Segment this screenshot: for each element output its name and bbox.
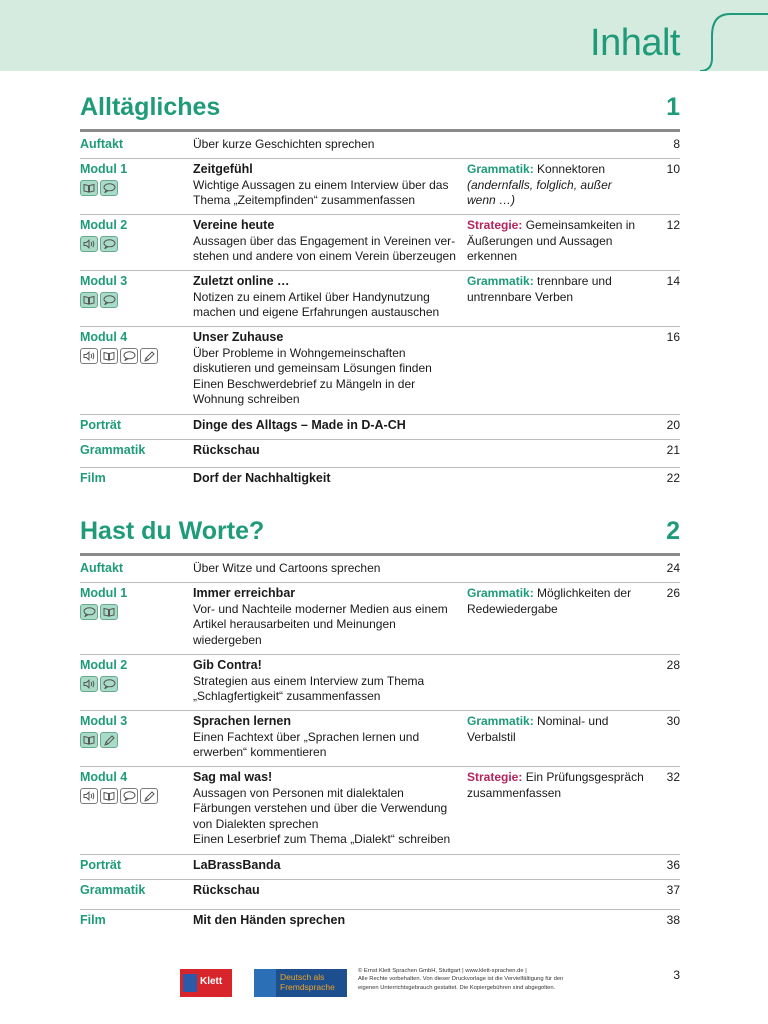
- topic-block: [193, 162, 463, 209]
- skill-icons: [80, 180, 118, 196]
- row-separator: [80, 414, 680, 415]
- page-title: Inhalt: [590, 22, 680, 64]
- chapter-rule: [80, 553, 680, 556]
- page-ref: 24: [666, 561, 680, 575]
- skill-icons: [80, 348, 158, 364]
- section-label: Modul 2: [80, 658, 128, 672]
- chapter-title: Hast du Worte?: [80, 517, 265, 545]
- book-icon: [80, 732, 98, 748]
- skill-icons: [80, 236, 118, 252]
- skill-icons: [80, 676, 118, 692]
- speaker-icon: [80, 348, 98, 364]
- speech-bubble-icon: [100, 676, 118, 692]
- page-ref: 14: [666, 274, 680, 288]
- topic-title: Vereine heute: [193, 218, 275, 232]
- topic-description: Aussagen von Personen mit dialektalen Färbungen verstehen und über die Verwendung von Dialekten sprechen Einen Leserbrief zum Thema „Dialekt“ schreiben: [193, 785, 451, 846]
- row-separator: [80, 158, 680, 159]
- topic-title: Immer erreichbar: [193, 586, 296, 600]
- topic-description: Einen Fachtext über „Sprachen lernen und erwerben“ kommentieren: [193, 729, 420, 759]
- book-icon: [100, 604, 118, 620]
- topic-description: Wichtige Aussagen zu einem Interview über das Thema „Zeitempfinden“ zusammenfassen: [193, 177, 449, 207]
- section-label: Film: [80, 471, 106, 485]
- row-separator: [80, 214, 680, 215]
- skill-icons: [80, 732, 118, 748]
- row-separator: [80, 467, 680, 468]
- focus-note-text: Nominal- und Verbalstil: [467, 714, 609, 744]
- page-ref: 12: [666, 218, 680, 232]
- page-ref: 16: [666, 330, 680, 344]
- pencil-icon: [140, 348, 158, 364]
- page-ref: 10: [666, 162, 680, 176]
- pencil-icon: [100, 732, 118, 748]
- klett-logo-mark: [183, 974, 197, 992]
- topic-block: [193, 586, 463, 648]
- focus-note-text: Gemeinsamkeiten in Äußerungen und Aussagen erkennen: [467, 218, 636, 263]
- page-ref: 28: [666, 658, 680, 672]
- topic-block: [193, 883, 463, 899]
- skill-icons: [80, 788, 158, 804]
- topic-title: Dinge des Alltags – Made in D-A-CH: [193, 418, 406, 432]
- book-icon: [80, 292, 98, 308]
- topic-description: Über Witze und Cartoons sprechen: [193, 561, 381, 575]
- row-separator: [80, 654, 680, 655]
- topic-description: Notizen zu einem Artikel über Handynutzung machen und eigene Erfahrungen austauschen: [193, 289, 440, 319]
- topic-title: Zuletzt online …: [193, 274, 290, 288]
- chapter-number: 2: [666, 517, 680, 545]
- page-ref: 38: [666, 913, 680, 927]
- klett-logo-text: Klett: [200, 976, 223, 987]
- row-separator: [80, 854, 680, 855]
- topic-block: [193, 137, 463, 153]
- topic-block: [193, 218, 463, 265]
- section-label: Modul 4: [80, 330, 128, 344]
- section-label: Modul 3: [80, 714, 128, 728]
- topic-block: [193, 770, 463, 848]
- page-ref: 36: [666, 858, 680, 872]
- focus-note-text: Möglichkeiten der Redewiedergabe: [467, 586, 632, 616]
- topic-title: Zeitgefühl: [193, 162, 253, 176]
- speech-bubble-icon: [120, 788, 138, 804]
- section-label: Auftakt: [80, 561, 124, 575]
- footer: [0, 962, 768, 1012]
- topic-block: [193, 274, 463, 321]
- page-ref: 32: [666, 770, 680, 784]
- row-separator: [80, 766, 680, 767]
- focus-note-key: Grammatik:: [467, 586, 534, 600]
- section-label: Auftakt: [80, 137, 124, 151]
- topic-description: Aussagen über das Engagement in Vereinen ver- stehen und andere von einem Verein überzeugen: [193, 233, 456, 263]
- focus-note-text: trennbare und untrennbare Verben: [467, 274, 612, 304]
- topic-description: Vor- und Nachteile moderner Medien aus einem Artikel herausarbeiten und Meinungen wiedergeben: [193, 601, 448, 647]
- speech-bubble-icon: [80, 604, 98, 620]
- focus-note-text: Konnektoren: [537, 162, 606, 176]
- topic-title: LaBrassBanda: [193, 858, 281, 872]
- skill-icons: [80, 292, 118, 308]
- page-ref: 30: [666, 714, 680, 728]
- speaker-icon: [80, 788, 98, 804]
- topic-block: [193, 471, 463, 487]
- topic-description: Über kurze Geschichten sprechen: [193, 137, 375, 151]
- row-separator: [80, 879, 680, 880]
- topic-block: [193, 658, 463, 705]
- topic-block: [193, 443, 463, 459]
- page-ref: 21: [666, 443, 680, 457]
- daf-logo-strip: [254, 969, 276, 997]
- section-label: Grammatik: [80, 883, 146, 897]
- book-icon: [100, 788, 118, 804]
- row-separator: [80, 439, 680, 440]
- speech-bubble-icon: [100, 236, 118, 252]
- topic-block: [193, 858, 463, 874]
- page-ref: 8: [673, 137, 680, 151]
- topic-block: [193, 330, 463, 408]
- page-number: 3: [673, 968, 680, 982]
- pencil-icon: [140, 788, 158, 804]
- section-label: Modul 2: [80, 218, 128, 232]
- copyright-notice: © Ernst Klett Sprachen GmbH, Stuttgart | www.klett-sprachen.de | Alle Rechte vorbehalten. Von dieser Druckvorlage ist die Vervielfältigung für den eigenen Unterrichtsgebrauch gestattet. Die Kopiergebühren sind abgegolten.: [358, 968, 564, 991]
- skill-icons: [80, 604, 118, 620]
- focus-note-key: Strategie:: [467, 770, 523, 784]
- focus-note-key: Grammatik:: [467, 714, 534, 728]
- focus-note-examples: (andernfalls, folglich, außer wenn …): [467, 177, 612, 207]
- daf-logo-text: Deutsch als Fremdsprache: [280, 972, 335, 992]
- focus-note-text: Ein Prüfungsgespräch zusammenfassen: [467, 770, 644, 800]
- page-ref: 37: [666, 883, 680, 897]
- topic-title: Gib Contra!: [193, 658, 262, 672]
- section-label: Porträt: [80, 858, 121, 872]
- focus-note: [467, 714, 647, 745]
- speech-bubble-icon: [120, 348, 138, 364]
- section-label: Modul 4: [80, 770, 128, 784]
- klett-logo: [180, 969, 232, 997]
- topic-title: Unser Zuhause: [193, 330, 284, 344]
- book-icon: [100, 348, 118, 364]
- page-ref: 26: [666, 586, 680, 600]
- daf-logo: [254, 969, 347, 997]
- topic-title: Rückschau: [193, 443, 260, 457]
- topic-title: Dorf der Nachhaltigkeit: [193, 471, 331, 485]
- focus-note: [467, 586, 647, 617]
- row-separator: [80, 326, 680, 327]
- section-label: Porträt: [80, 418, 121, 432]
- chapter-rule: [80, 129, 680, 132]
- topic-description: Über Probleme in Wohngemeinschaften diskutieren und gemeinsam Lösungen finden Einen Beschwerdebrief zu Mängeln in der Wohnung schreiben: [193, 345, 432, 406]
- chapter-number: 1: [666, 93, 680, 121]
- topic-block: [193, 418, 463, 434]
- page-ref: 20: [666, 418, 680, 432]
- focus-note: [467, 218, 647, 265]
- topic-title: Sag mal was!: [193, 770, 273, 784]
- focus-note: [467, 770, 647, 801]
- topic-block: [193, 561, 463, 577]
- book-icon: [80, 180, 98, 196]
- focus-note-key: Grammatik:: [467, 274, 534, 288]
- topic-block: [193, 714, 463, 761]
- focus-note: [467, 162, 647, 209]
- section-label: Grammatik: [80, 443, 146, 457]
- focus-note-key: Grammatik:: [467, 162, 534, 176]
- topic-title: Sprachen lernen: [193, 714, 291, 728]
- speaker-icon: [80, 236, 98, 252]
- section-label: Modul 1: [80, 162, 128, 176]
- row-separator: [80, 270, 680, 271]
- page-ref: 22: [666, 471, 680, 485]
- section-label: Film: [80, 913, 106, 927]
- section-label: Modul 1: [80, 586, 128, 600]
- row-separator: [80, 710, 680, 711]
- header-curve-decoration: [690, 0, 768, 71]
- topic-description: Strategien aus einem Interview zum Thema „Schlagfertigkeit“ zusammenfassen: [193, 673, 425, 703]
- chapter-title: Alltägliches: [80, 93, 221, 121]
- focus-note-key: Strategie:: [467, 218, 523, 232]
- speech-bubble-icon: [100, 292, 118, 308]
- row-separator: [80, 582, 680, 583]
- topic-block: [193, 913, 463, 929]
- row-separator: [80, 909, 680, 910]
- speaker-icon: [80, 676, 98, 692]
- section-label: Modul 3: [80, 274, 128, 288]
- focus-note: [467, 274, 647, 305]
- topic-title: Rückschau: [193, 883, 260, 897]
- speech-bubble-icon: [100, 180, 118, 196]
- topic-title: Mit den Händen sprechen: [193, 913, 346, 927]
